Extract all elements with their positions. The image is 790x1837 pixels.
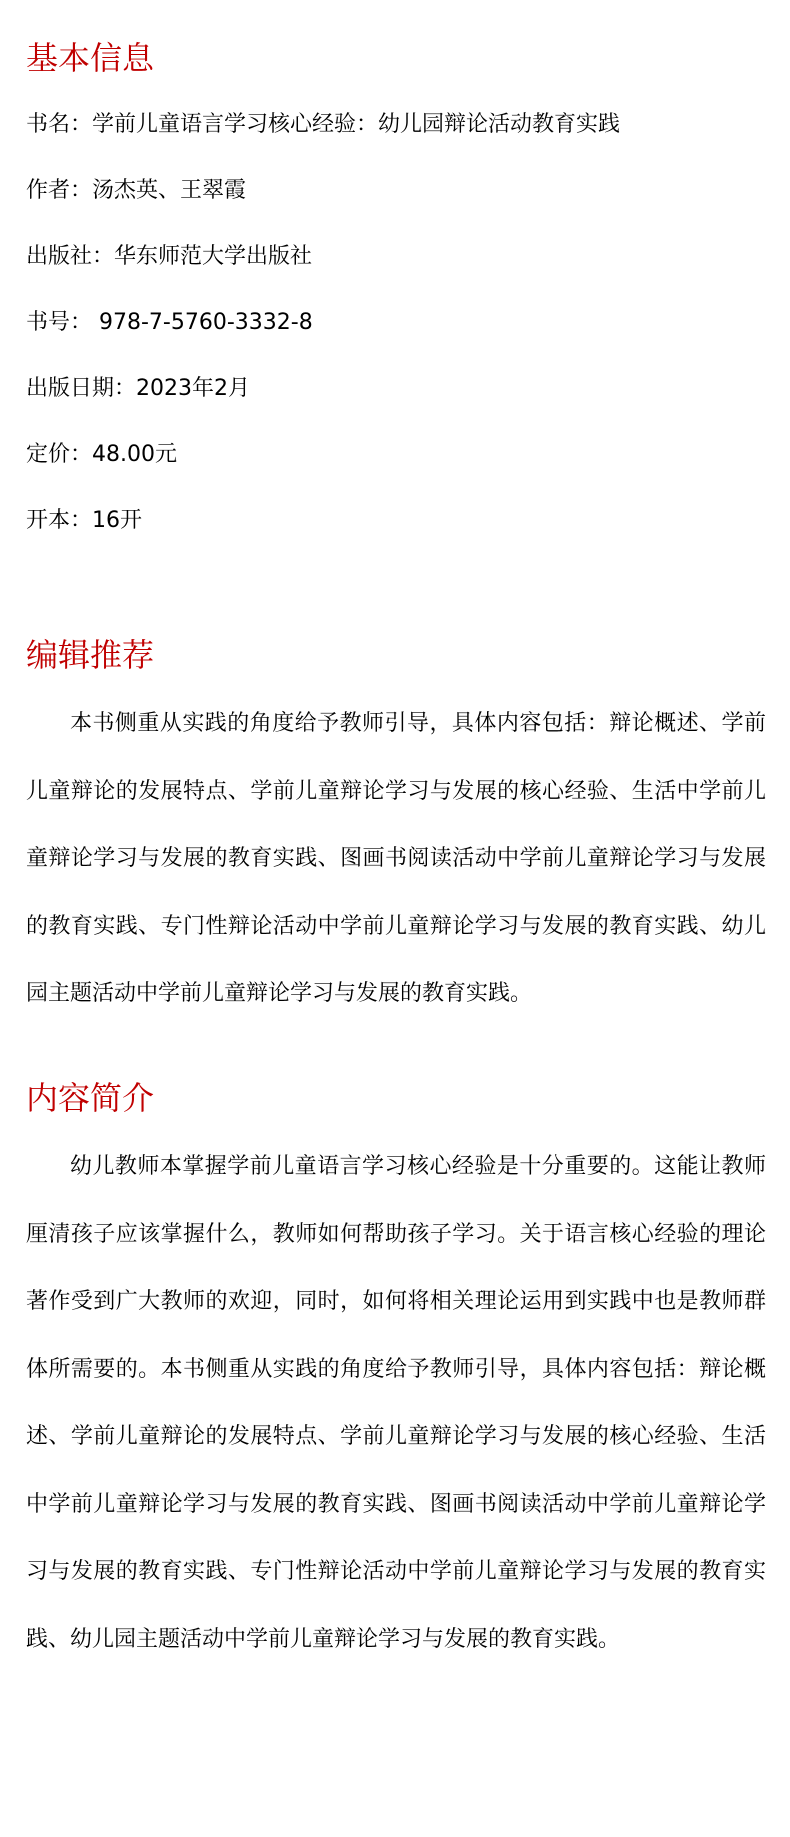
info-authors: 作者：汤杰英、王翠霞 xyxy=(26,178,247,203)
info-publish-date: 出版日期：2023年2月 xyxy=(26,376,250,401)
info-price: 定价：48.00元 xyxy=(26,442,177,467)
info-isbn: 书号： 978-7-5760-3332-8 xyxy=(26,310,313,335)
editor-recommend-text: 本书侧重从实践的角度给予教师引导，具体内容包括：辩论概述、学前儿童辩论的发展特点、学前儿童辩论学习与发展的核心经验、生活中学前儿童辩论学习与发展的教育实践、图画书阅读活动中学前儿童辩论学习与发展的教育实践、专门性辩论活动中学前儿童辩论学习与发展的教育实践、幼儿园主题活动中学前儿童辩论学习与发展的教育实践。 xyxy=(26,711,766,1006)
info-format: 开本：16开 xyxy=(26,508,142,533)
summary-text: 幼儿教师本掌握学前儿童语言学习核心经验是十分重要的。这能让教师厘清孩子应该掌握什么，教师如何帮助孩子学习。关于语言核心经验的理论著作受到广大教师的欢迎，同时，如何将相关理论运用到实践中也是教师群体所需要的。本书侧重从实践的角度给予教师引导，具体内容包括：辩论概述、学前儿童辩论的发展特点、学前儿童辩论学习与发展的核心经验、生活中学前儿童辩论学习与发展的教育实践、图画书阅读活动中学前儿童辩论学习与发展的教育实践、专门性辩论活动中学前儿童辩论学习与发展的教育实践、幼儿园主题活动中学前儿童辩论学习与发展的教育实践。 xyxy=(26,1154,766,1652)
info-publisher: 出版社：华东师范大学出版社 xyxy=(26,244,313,269)
summary-heading: 内容简介 xyxy=(26,1079,155,1117)
basic-info-heading: 基本信息 xyxy=(26,39,155,77)
info-book-title: 书名：学前儿童语言学习核心经验：幼儿园辩论活动教育实践 xyxy=(26,112,621,137)
editor-recommend-heading: 编辑推荐 xyxy=(26,636,155,674)
